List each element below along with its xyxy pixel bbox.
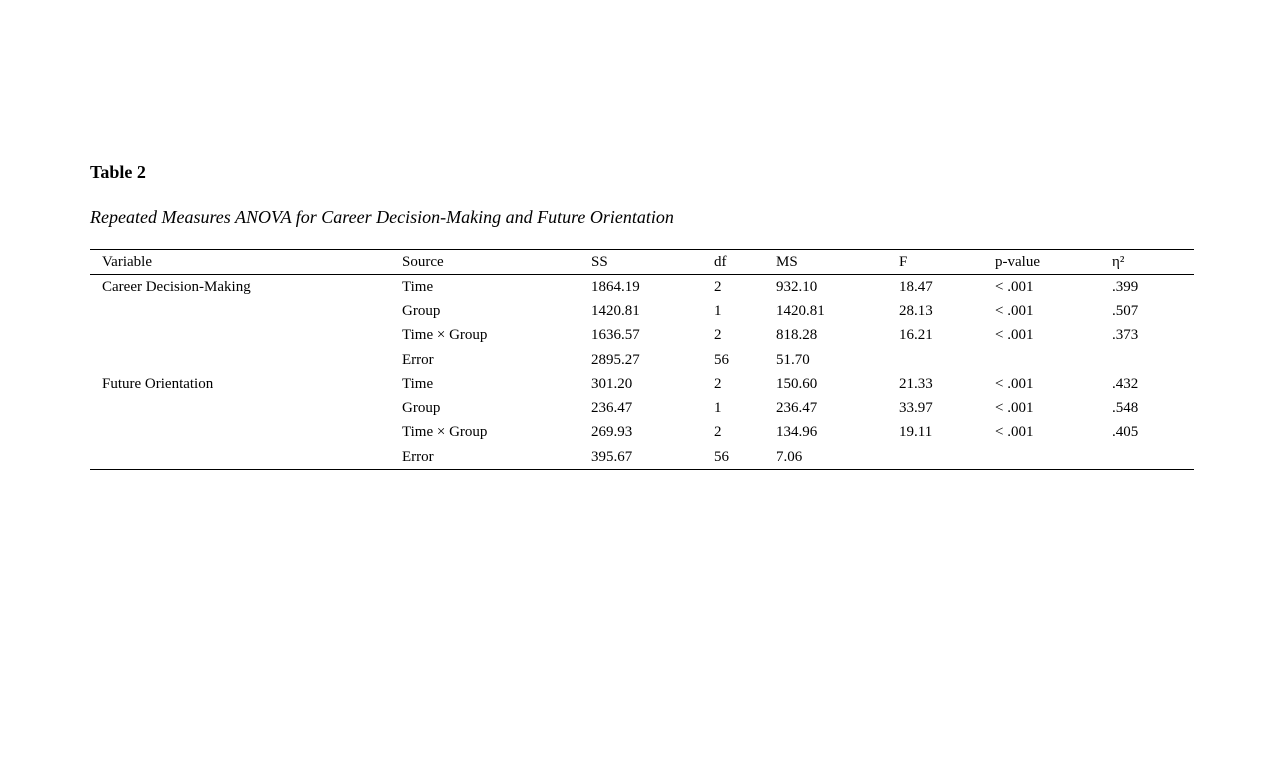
cell-df: 56 xyxy=(714,351,729,368)
cell-f: 33.97 xyxy=(899,400,933,417)
cell-variable xyxy=(90,445,402,470)
cell-source: Error xyxy=(402,448,434,465)
cell-f xyxy=(899,445,995,470)
header-variable: Variable xyxy=(102,253,152,270)
cell-ms: 236.47 xyxy=(776,400,818,417)
cell-variable xyxy=(90,421,402,445)
table-header-row xyxy=(90,250,1194,275)
cell-p-value xyxy=(995,348,1112,372)
table-row xyxy=(90,396,1194,420)
cell-source: Time xyxy=(402,278,434,295)
anova-table xyxy=(90,249,1194,470)
cell-eta-squared: .507 xyxy=(1112,302,1139,319)
table-row xyxy=(90,421,1194,445)
cell-source: Time xyxy=(402,375,434,392)
cell-ms: 134.96 xyxy=(776,424,818,441)
cell-p-value: < .001 xyxy=(995,400,1034,417)
cell-source: Group xyxy=(402,302,441,319)
header-ss: SS xyxy=(591,253,608,270)
cell-eta-squared: .373 xyxy=(1112,327,1139,344)
cell-df: 2 xyxy=(714,327,722,344)
cell-ss: 269.93 xyxy=(591,424,633,441)
table-title: Repeated Measures ANOVA for Career Decision-Making and Future Orientation xyxy=(90,207,674,227)
cell-ss: 2895.27 xyxy=(591,351,640,368)
cell-eta-squared: .405 xyxy=(1112,424,1139,441)
cell-variable: Career Decision-Making xyxy=(102,278,251,295)
cell-f: 16.21 xyxy=(899,327,933,344)
cell-variable: Future Orientation xyxy=(102,375,214,392)
cell-df: 1 xyxy=(714,400,722,417)
table-row xyxy=(90,324,1194,348)
table-row xyxy=(90,445,1194,470)
cell-eta-squared: .432 xyxy=(1112,375,1139,392)
cell-eta-squared: .399 xyxy=(1112,278,1139,295)
cell-variable xyxy=(90,299,402,323)
header-source: Source xyxy=(402,253,444,270)
cell-p-value: < .001 xyxy=(995,375,1034,392)
cell-eta-squared xyxy=(1112,348,1194,372)
cell-eta-squared: .548 xyxy=(1112,400,1139,417)
cell-ss: 395.67 xyxy=(591,448,633,465)
cell-source: Group xyxy=(402,400,441,417)
header-ms: MS xyxy=(776,253,798,270)
cell-variable xyxy=(90,348,402,372)
header-eta-squared: η² xyxy=(1112,253,1125,270)
cell-p-value: < .001 xyxy=(995,302,1034,319)
cell-f: 19.11 xyxy=(899,424,933,441)
cell-ss: 1420.81 xyxy=(591,302,640,319)
cell-ms: 150.60 xyxy=(776,375,818,392)
table-row xyxy=(90,372,1194,396)
table-number: Table 2 xyxy=(90,162,146,182)
cell-p-value: < .001 xyxy=(995,327,1034,344)
cell-p-value: < .001 xyxy=(995,424,1034,441)
cell-df: 2 xyxy=(714,278,722,295)
cell-df: 1 xyxy=(714,302,722,319)
cell-p-value xyxy=(995,445,1112,470)
cell-f: 21.33 xyxy=(899,375,933,392)
header-p-value: p-value xyxy=(995,253,1040,270)
cell-variable xyxy=(90,396,402,420)
cell-ms: 818.28 xyxy=(776,327,818,344)
cell-ss: 236.47 xyxy=(591,400,633,417)
cell-df: 2 xyxy=(714,424,722,441)
cell-ss: 1636.57 xyxy=(591,327,640,344)
cell-eta-squared xyxy=(1112,445,1194,470)
table-row xyxy=(90,348,1194,372)
cell-source: Error xyxy=(402,351,434,368)
cell-ms: 7.06 xyxy=(776,448,803,465)
cell-source: Time × Group xyxy=(402,327,488,344)
cell-f xyxy=(899,348,995,372)
cell-ss: 301.20 xyxy=(591,375,633,392)
cell-p-value: < .001 xyxy=(995,278,1034,295)
cell-f: 28.13 xyxy=(899,302,933,319)
table-row xyxy=(90,275,1194,300)
cell-ss: 1864.19 xyxy=(591,278,640,295)
header-f: F xyxy=(899,253,908,270)
cell-df: 56 xyxy=(714,448,729,465)
cell-variable xyxy=(90,324,402,348)
cell-ms: 932.10 xyxy=(776,278,818,295)
cell-ms: 51.70 xyxy=(776,351,810,368)
header-df: df xyxy=(714,253,727,270)
cell-source: Time × Group xyxy=(402,424,488,441)
cell-df: 2 xyxy=(714,375,722,392)
table-row xyxy=(90,299,1194,323)
cell-ms: 1420.81 xyxy=(776,302,825,319)
cell-f: 18.47 xyxy=(899,278,933,295)
